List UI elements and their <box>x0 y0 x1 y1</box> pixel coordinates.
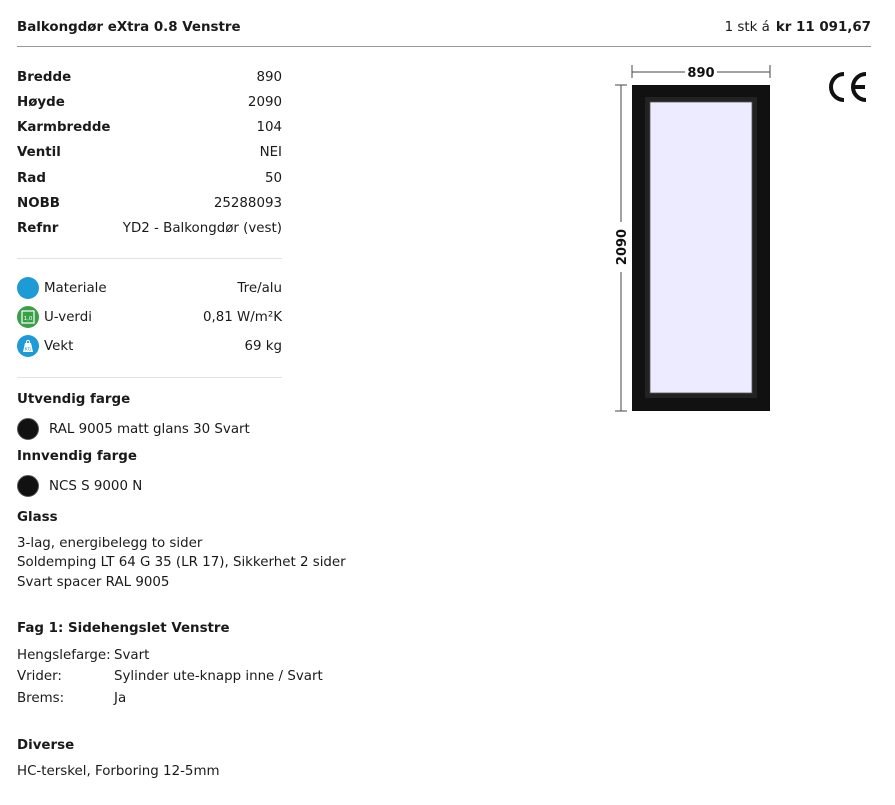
price-line <box>725 20 871 35</box>
exterior-color-title: Utvendig farge <box>17 392 131 407</box>
ce-mark-icon <box>826 70 870 104</box>
spec-row-refnr <box>17 221 282 236</box>
property-material <box>17 277 282 299</box>
weight-icon <box>17 335 39 357</box>
property-u-value <box>17 306 282 328</box>
spec-value: YD2 - Balkongdør (vest) <box>122 221 282 236</box>
spec-value: 890 <box>256 70 282 85</box>
fag-row <box>17 691 126 706</box>
section-divider <box>17 258 282 259</box>
fag-title: Fag 1: Sidehengslet Venstre <box>17 621 230 636</box>
spec-row-frame-width <box>17 120 282 135</box>
spec-key: Karmbredde <box>17 120 111 135</box>
fag-value: Sylinder ute-knapp inne / Svart <box>114 669 323 684</box>
black-swatch-icon <box>17 475 39 497</box>
interior-color-row <box>17 475 142 497</box>
property-key: Materiale <box>44 280 107 296</box>
door-glass <box>650 102 752 393</box>
door-drawing <box>605 60 780 415</box>
glass-title: Glass <box>17 510 58 525</box>
height-dimension-label: 2090 <box>615 228 630 266</box>
price-amount: kr 11 091,67 <box>775 20 871 35</box>
spec-key: Bredde <box>17 70 72 85</box>
glass-line: 3-lag, energibelegg to sider <box>17 536 203 551</box>
spec-value: 50 <box>264 171 282 186</box>
spec-value: 104 <box>256 120 282 135</box>
glass-line: Svart spacer RAL 9005 <box>17 575 170 590</box>
fag-row <box>17 648 149 663</box>
section-divider <box>17 377 282 378</box>
material-icon <box>17 277 39 299</box>
exterior-color-value: RAL 9005 matt glans 30 Svart <box>49 421 250 437</box>
width-dimension-label: 890 <box>687 66 715 81</box>
weight-icon-text: KG <box>24 347 32 353</box>
fag-key: Brems: <box>17 691 65 706</box>
property-value: 69 kg <box>244 338 282 354</box>
spec-value: 2090 <box>247 95 282 110</box>
spec-row-line <box>17 171 282 186</box>
fag-row <box>17 669 323 684</box>
spec-key: Ventil <box>17 145 61 160</box>
spec-value: NEI <box>259 145 282 160</box>
u-value-icon <box>17 306 39 328</box>
diverse-title: Diverse <box>17 738 75 753</box>
property-value: 0,81 W/m²K <box>202 309 282 325</box>
black-swatch-icon <box>17 418 39 440</box>
property-weight <box>17 335 282 357</box>
glass-line: Soldemping LT 64 G 35 (LR 17), Sikkerhet 2 sider <box>17 555 346 570</box>
product-title: Balkongdør eXtra 0.8 Venstre <box>17 20 241 35</box>
fag-value: Ja <box>114 691 127 706</box>
fag-value: Svart <box>114 648 150 663</box>
exterior-color-row <box>17 418 250 440</box>
spec-row-nobb <box>17 196 282 211</box>
header-divider <box>17 46 871 47</box>
u-value-icon-text: 1,0 <box>23 316 33 322</box>
spec-key: Rad <box>17 171 46 186</box>
spec-row-width <box>17 70 282 85</box>
diverse-value: HC-terskel, Forboring 12-5mm <box>17 764 220 779</box>
quantity-label: 1 stk á <box>724 20 770 35</box>
interior-color-title: Innvendig farge <box>17 449 137 464</box>
spec-key: Høyde <box>17 95 65 110</box>
property-key: U-verdi <box>44 309 92 325</box>
spec-row-height <box>17 95 282 110</box>
spec-key: NOBB <box>17 196 61 211</box>
spec-value: 25288093 <box>213 196 282 211</box>
spec-key: Refnr <box>17 221 59 236</box>
spec-row-vent <box>17 145 282 160</box>
property-key: Vekt <box>44 338 74 354</box>
property-value: Tre/alu <box>237 280 282 296</box>
interior-color-value: NCS S 9000 N <box>49 478 143 494</box>
fag-key: Hengslefarge: <box>17 648 111 663</box>
fag-key: Vrider: <box>17 669 62 684</box>
